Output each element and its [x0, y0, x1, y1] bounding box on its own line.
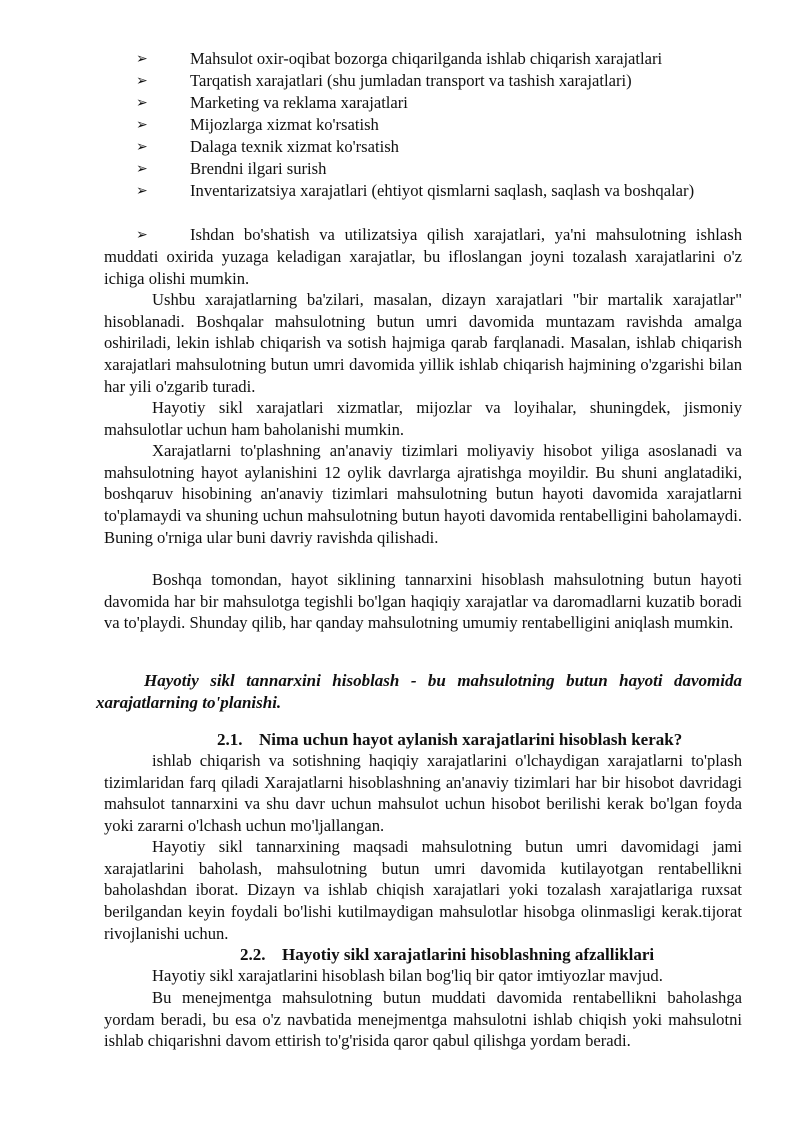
list-item	[104, 180, 742, 202]
arrow-bullet-icon: ➢	[136, 51, 148, 67]
section-heading	[217, 729, 682, 751]
section-number: 2.1.	[217, 730, 243, 749]
paragraph: Hayotiy sikl tannarxining maqsadi mahsulotning butun umri davomidagi jami xarajatlarini baholash, mahsulotning butun umri davomida kutilayotgan rentabellikni baholashdan iborat. Dizayn va ishlab chiqish xarajatlari yoki tozalash xarajatlariga ruxsat berilgandan keyin foydali bo'lishi kutilmaydigan mahsulotlar hisobga olinmasligi kerak.tijorat rivojlanishi uchun.	[104, 837, 742, 943]
arrow-bullet-icon: ➢	[136, 139, 148, 155]
section-number: 2.2.	[240, 945, 266, 964]
bullet-text: Marketing va reklama xarajatlari	[190, 93, 408, 112]
paragraph: Boshqa tomondan, hayot siklining tannarxini hisoblash mahsulotning butun hayoti davomida har bir mahsulotga tegishli bo'lgan haqiqiy xarajatlar va daromadlarni kuzatib boradi va to'playdi. Shunday qilib, har qanday mahsulotning umumiy rentabelligini aniqlash mumkin.	[104, 570, 742, 633]
list-item	[104, 114, 742, 136]
arrow-bullet-icon: ➢	[136, 95, 148, 111]
paragraph: Hayotiy sikl xarajatlarini hisoblash bilan bog'liq bir qator imtiyozlar mavjud.	[152, 966, 663, 985]
list-item	[104, 136, 742, 158]
list-item	[104, 70, 742, 92]
paragraph: Xarajatlarni to'plashning an'anaviy tizimlari moliyaviy hisobot yiliga asoslanadi va mahsulotning hayot aylanishini 12 oylik davrlarga ajratishga moyildir. Bu shuni anglatadiki, boshqaruv hisobining an'anaviy tizimlari mahsulotning butun hayoti davomida xarajatlarni to'plamaydi va shuning uchun mahsulotning butun hayoti davomida rentabelligini baholamaydi. Buning o'rniga ular buni davriy ravishda qilishadi.	[104, 441, 742, 547]
arrow-bullet-icon: ➢	[136, 161, 148, 177]
list-item	[104, 92, 742, 114]
arrow-bullet-icon: ➢	[136, 183, 148, 199]
list-item	[104, 224, 742, 290]
key-statement: Hayotiy sikl tannarxini hisoblash - bu mahsulotning butun hayoti davomida xarajatlarning to'planishi.	[96, 671, 742, 712]
bullet-text: Ishdan bo'shatish va utilizatsiya qilish xarajatlari, ya'ni mahsulotning ishlash muddati oxirida yuzaga keladigan xarajatlar, bu ifloslangan joyni tozalash xarajatlarini o'z ichiga olishi mumkin.	[104, 225, 742, 288]
arrow-bullet-icon: ➢	[136, 117, 148, 133]
list-item	[104, 158, 742, 180]
section-heading	[240, 944, 654, 966]
section-title: Hayotiy sikl xarajatlarini hisoblashning afzalliklari	[282, 945, 655, 964]
list-item	[104, 48, 742, 70]
paragraph: ishlab chiqarish va sotishning haqiqiy xarajatlarini o'lchaydigan xarajatlarni to'plash tizimlaridan farq qiladi Xarajatlarni hisoblashning an'anaviy tizimlari har bir hisobot davridagi mahsulot tannarxini va shu davr uchun mahsulot uchun hisobot berilishi kerak bo'lgan foyda yoki zararni o'lchash uchun mo'ljallangan.	[104, 751, 742, 836]
paragraph: Bu menejmentga mahsulotning butun muddati davomida rentabellikni baholashga yordam beradi, bu esa o'z navbatida menejmentga mahsulotni ishlab chiqish yoki mahsulotni ishlab chiqarishni davom ettirish to'g'risida qaror qabul qilishga yordam beradi.	[104, 988, 742, 1051]
arrow-bullet-icon: ➢	[136, 227, 148, 243]
paragraph: Ushbu xarajatlarning ba'zilari, masalan, dizayn xarajatlari "bir martalik xarajatlar" hisoblanadi. Boshqalar mahsulotning butun umri davomida muntazam ravishda amalga oshiriladi, lekin ishlab chiqarish va sotish hajmiga qarab farqlanadi. Masalan, ishlab chiqarish xarajatlari mahsulotning butun umri davomida yillik ishlab chiqarish hajmining o'zgarishi bilan har yili o'zgarib turadi.	[104, 290, 742, 396]
bullet-text: Dalaga texnik xizmat ko'rsatish	[190, 137, 399, 156]
bullet-text: Inventarizatsiya xarajatlari (ehtiyot qismlarni saqlash, saqlash va boshqalar)	[190, 181, 695, 200]
bullet-text: Mahsulot oxir-oqibat bozorga chiqarilganda ishlab chiqarish xarajatlari	[190, 49, 663, 68]
bullet-text: Mijozlarga xizmat ko'rsatish	[190, 115, 379, 134]
bullet-text: Tarqatish xarajatlari (shu jumladan transport va tashish xarajatlari)	[190, 71, 632, 90]
arrow-bullet-icon: ➢	[136, 73, 148, 89]
paragraph: Hayotiy sikl xarajatlari xizmatlar, mijozlar va loyihalar, shuningdek, jismoniy mahsulotlar uchun ham baholanishi mumkin.	[104, 398, 742, 439]
section-title: Nima uchun hayot aylanish xarajatlarini hisoblash kerak?	[259, 730, 683, 749]
bullet-text: Brendni ilgari surish	[190, 159, 327, 178]
